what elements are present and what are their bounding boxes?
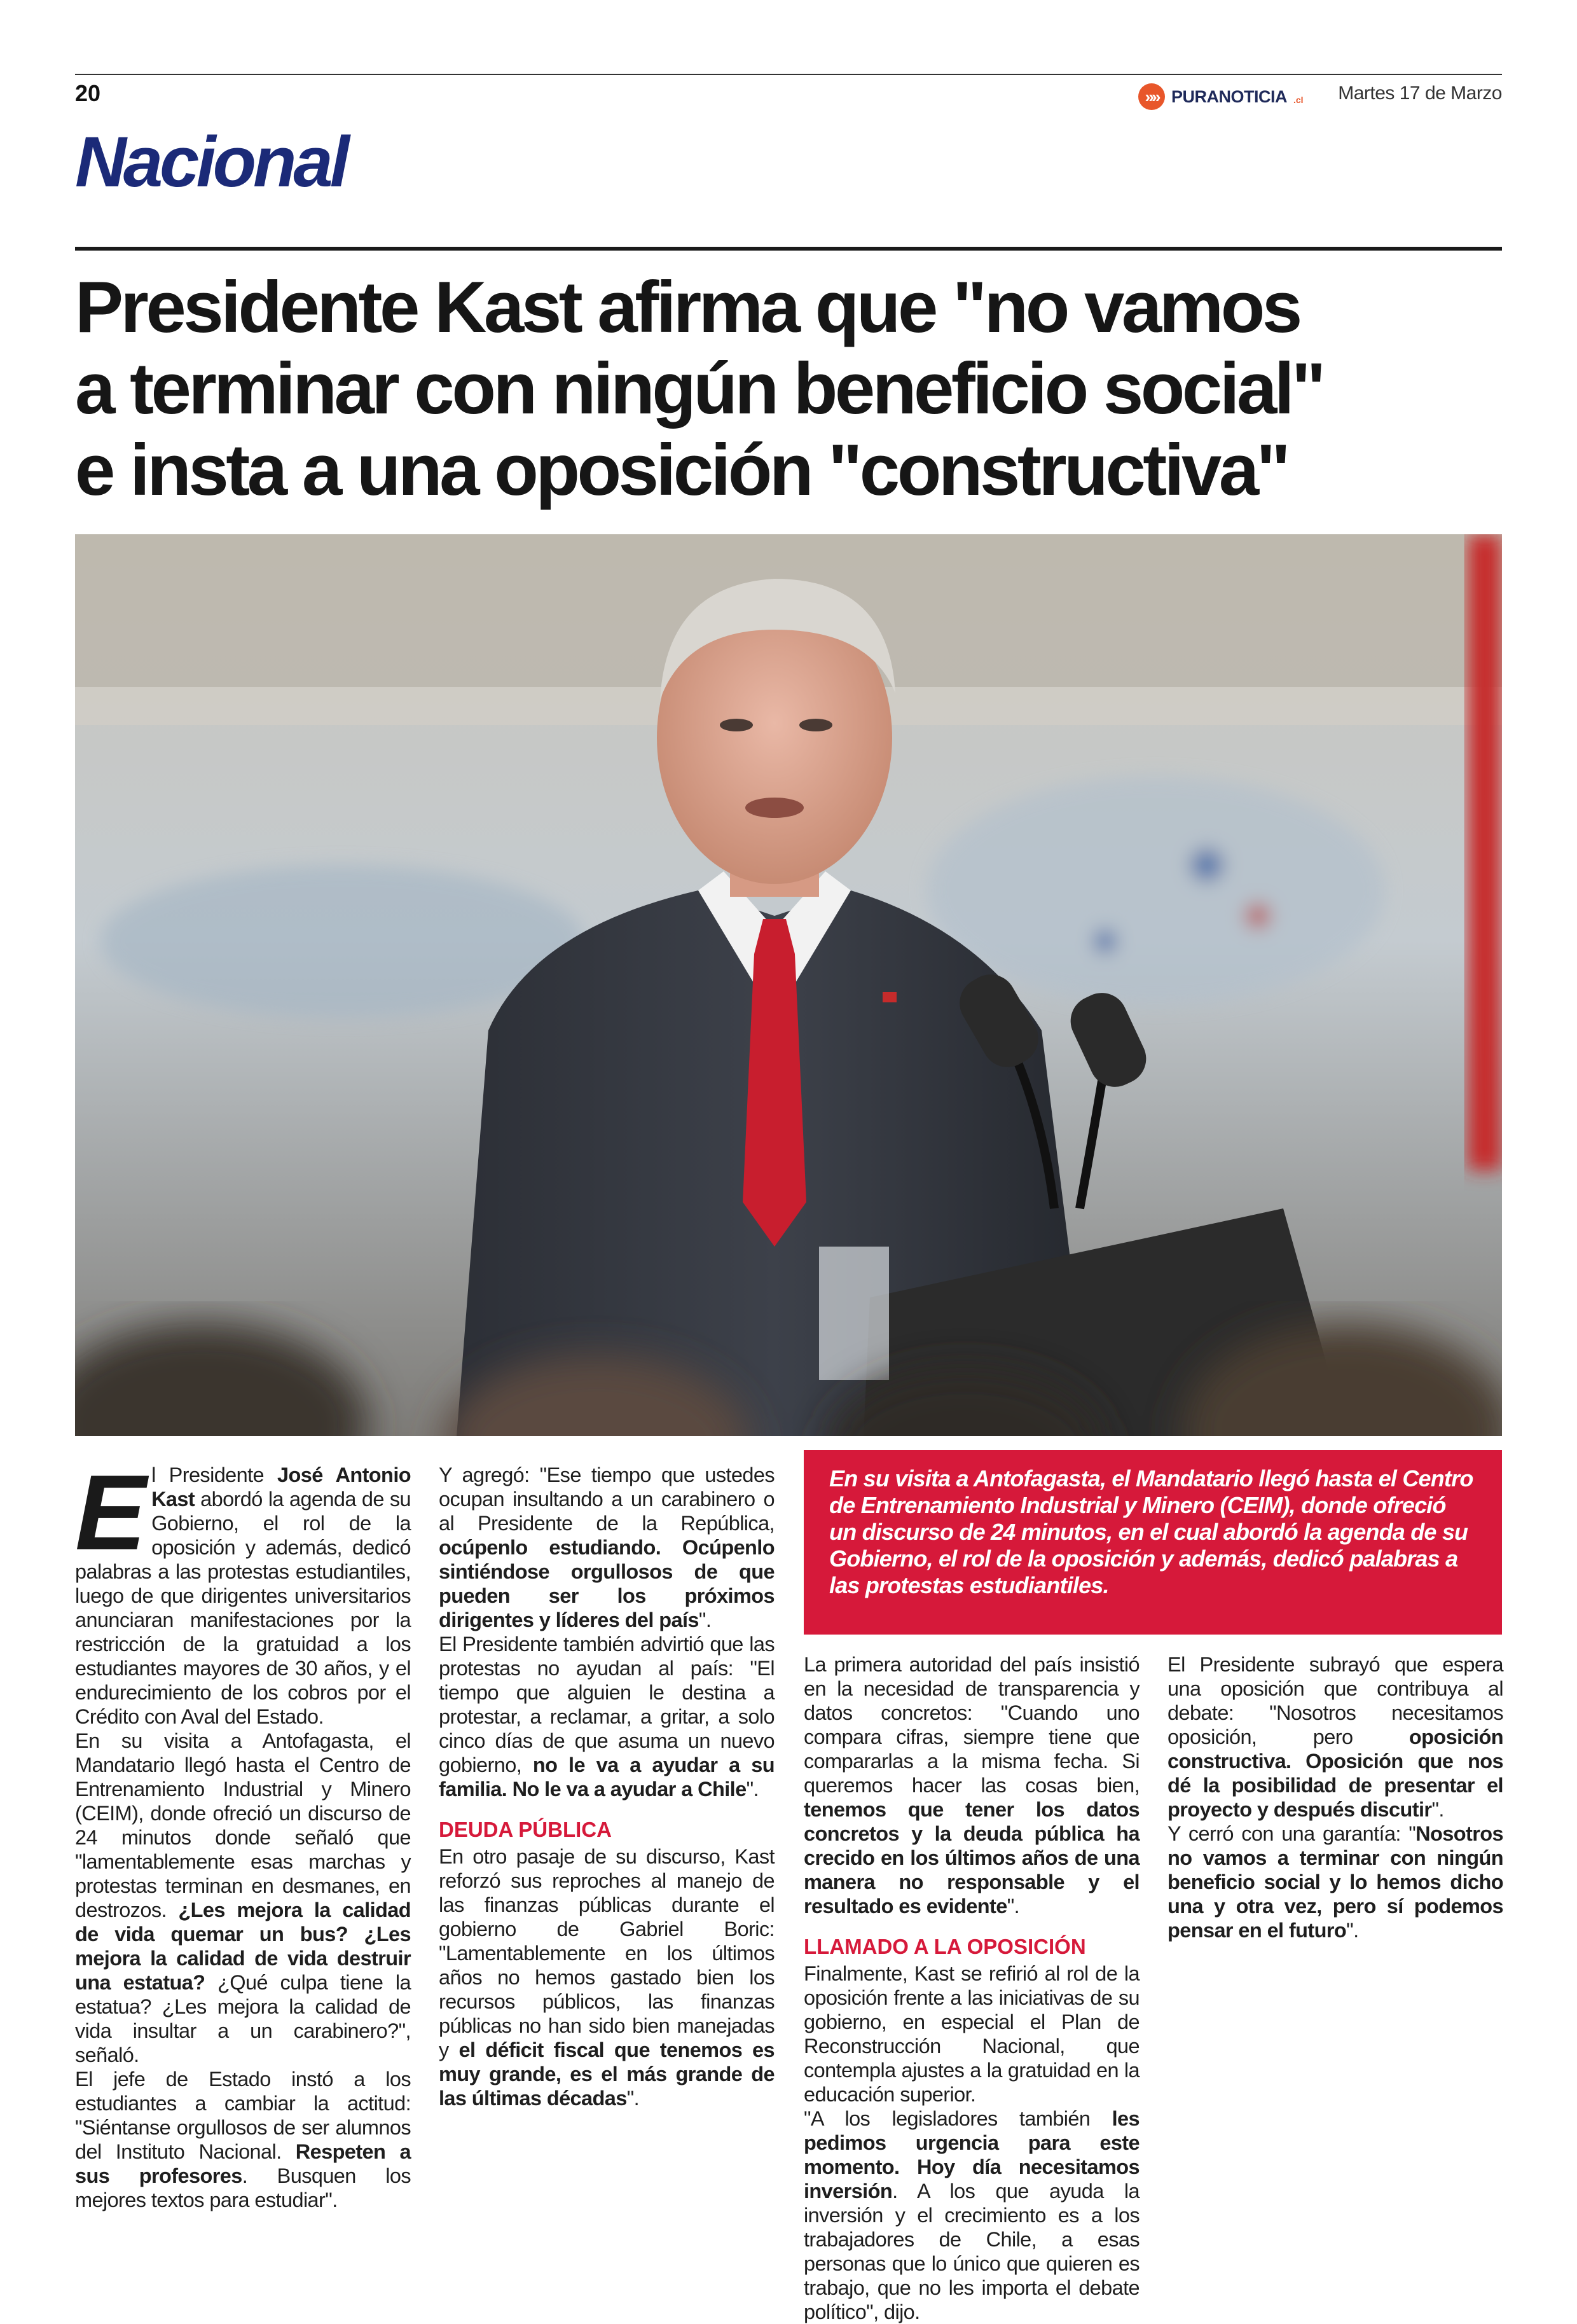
brand-tld: .cl (1293, 95, 1304, 105)
subheading-oposicion: LLAMADO A LA OPOSICIÓN (804, 1935, 1086, 1958)
headline-line-2: a terminar con ningún beneficio social" (75, 349, 1323, 429)
headline-line-3: e insta a una oposición "constructiva" (75, 430, 1288, 511)
paragraph-11: Y cerró con una garantía: "Nosotros no vamos a terminar con ningún beneficio social y lo hemos dicho una y otra vez, pero sí podemos pensar en el futuro". (1167, 1822, 1503, 1942)
section-rule (75, 247, 1502, 251)
paragraph-6: En otro pasaje de su discurso, Kast reforzó sus reproches al manejo de las finanzas públicas durante el gobierno de Gabriel Boric: "Lamentablemente en los últimos años no hemos gastado bien los recursos públicos, las finanzas públicas no han sido bien manejadas y el déficit fiscal que tenemos es muy grande, es el más grande de las últimas décadas". (439, 1845, 775, 2110)
headline-line-1: Presidente Kast afirma que "no vamos (75, 267, 1300, 348)
subheading-deuda: DEUDA PÚBLICA (439, 1818, 612, 1841)
paragraph-7: La primera autoridad del país insistió en la necesidad de transparencia y datos concretos: "Cuando uno compara cifras, siempre tiene que compararlas a la misma fecha. Si queremos hacer las cosas bien, tenemos que tener los datos concretos y la deuda pública ha crecido en los últimos años de una manera no responsable y el resultado es evidente". (804, 1653, 1140, 1918)
headline (75, 267, 1512, 511)
section-title: Nacional (75, 122, 347, 202)
pull-quote-box: En su visita a Antofagasta, el Mandatario llegó hasta el Centro de Entrenamiento Industrial y Minero (CEIM), donde ofreció un discurso de 24 minutos, en el cual abordó la agenda de su Gobierno, el rol de la oposición y además, dedicó palabras a las protestas estudiantiles. (804, 1450, 1502, 1635)
header-rule (75, 74, 1502, 75)
brand-logo[interactable] (1138, 83, 1304, 111)
issue-date: Martes 17 de Marzo (1338, 83, 1502, 104)
paragraph-9: "A los legisladores también les pedimos urgencia para este momento. Hoy día necesitamos inversión. A los que ayuda la inversión y el crecimiento es a los trabajadores de Chile, a esas personas que lo único que quieren es trabajo, que no les importa el debate político", dijo. (804, 2107, 1140, 2323)
paragraph-4: Y agregó: "Ese tiempo que ustedes ocupan insultando a un carabinero o al Presidente de la República, ocúpenlo estudiando. Ocúpenlo sintiéndose orgullosos de que pueden ser los próximos dirigentes y líderes del país". (439, 1463, 775, 1631)
article-column-4 (1167, 1652, 1503, 1942)
paragraph-1: El Presidente José Antonio Kast abordó la agenda de su Gobierno, el rol de la oposición y además, dedicó palabras a las protestas estudiantiles, luego de que dirigentes universitarios anunciaran manifestaciones por la restricción de la gratuidad a los estudiantes mayores de 30 años, y el endurecimiento de los cobros por el Crédito con Aval del Estado. (75, 1453, 411, 1728)
article-column-3 (804, 1652, 1140, 2324)
paragraph-8: Finalmente, Kast se refirió al rol de la oposición frente a las iniciativas de su gobierno, en especial el Plan de Reconstrucción Nacional, que contempla ajustes a la gratuidad en la educación superior. (804, 1962, 1140, 2106)
article-column-2 (439, 1463, 775, 2110)
drop-cap: E (75, 1453, 143, 1572)
article-column-1 (75, 1453, 411, 2212)
paragraph-5: El Presidente también advirtió que las protestas no ayudan al país: "El tiempo que alguien le destina a protestar, a reclamar, a gritar, a solo cinco días de que asuma un nuevo gobierno, no le va a ayudar a su familia. No le va a ayudar a Chile". (439, 1633, 775, 1801)
article-photo (75, 534, 1502, 1436)
paragraph-10: El Presidente subrayó que espera una oposición que contribuya al debate: "Nosotros necesitamos oposición, pero oposición constructiva. Oposición que nos dé la posibilidad de presentar el proyecto y después discutir". (1167, 1653, 1503, 1821)
paragraph-2: En su visita a Antofagasta, el Mandatario llegó hasta el Centro de Entrenamiento Industrial y Minero (CEIM), donde ofreció un discurso de 24 minutos donde señaló que "lamentablemente esas marchas y protestas terminan en desmanes, en destrozos. ¿Les mejora la calidad de vida quemar un bus? ¿Les mejora la calidad de vida destruir una estatua? ¿Qué culpa tiene la estatua? ¿Les mejora la calidad de vida insultar a un carabinero?", señaló. (75, 1729, 411, 2066)
page-number: 20 (75, 80, 101, 106)
chevrons-icon: »» (1138, 83, 1165, 110)
brand-name: PURANOTICIA (1171, 86, 1287, 106)
paragraph-3: El jefe de Estado instó a los estudiantes a cambiar la actitud: "Siéntanse orgullosos de ser alumnos del Instituto Nacional. Respeten a sus profesores. Busquen los mejores textos para estudiar". (75, 2068, 411, 2211)
